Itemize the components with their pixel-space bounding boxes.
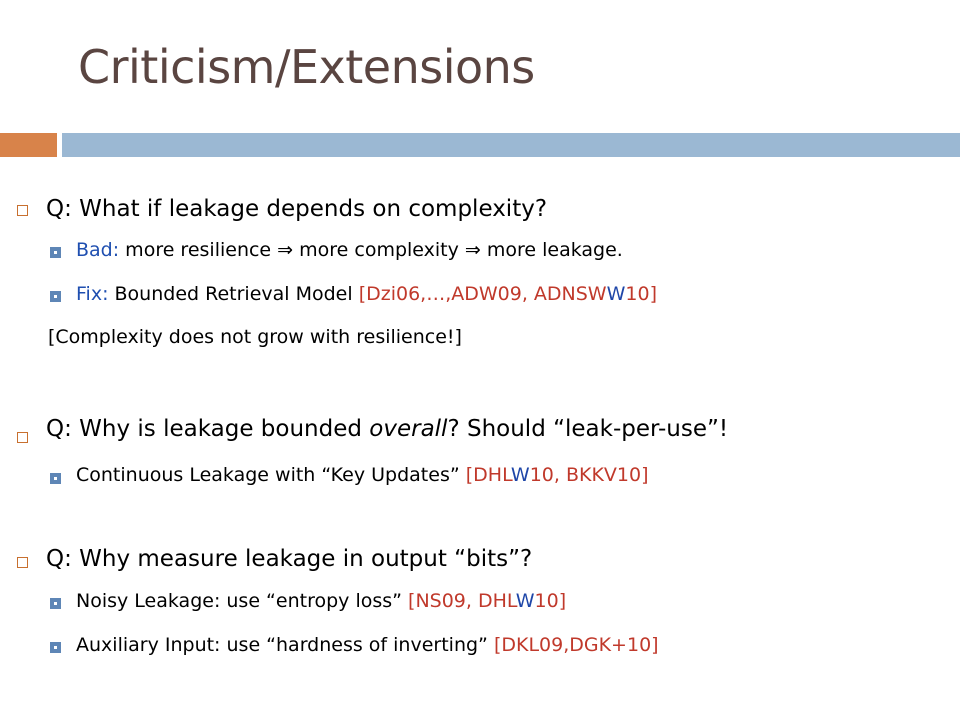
question-1: Q: What if leakage depends on complexity?	[46, 196, 548, 222]
header-bar	[62, 133, 960, 157]
question-3: Q: Why measure leakage in output “bits”?	[46, 546, 533, 572]
q3-sub1-text: Noisy Leakage: use “entropy loss”	[76, 590, 409, 612]
q3-sub2-text: Auxiliary Input: use “hardness of inverting”	[76, 634, 494, 656]
fix-reference-w: W	[606, 283, 626, 305]
accent-bar	[0, 133, 57, 157]
filled-square-bullet-icon	[50, 291, 61, 302]
filled-square-bullet-icon	[50, 473, 61, 484]
bullet-square-icon	[17, 557, 28, 568]
q3-sub1-reference-w: W	[515, 590, 535, 612]
q1-bad-line	[76, 239, 623, 261]
filled-square-bullet-icon	[50, 642, 61, 653]
q3-sub2-reference: [DKL09,DGK+10]	[493, 634, 659, 656]
filled-square-bullet-icon	[50, 247, 61, 258]
q2-reference-end: 10, BKKV10]	[529, 464, 649, 486]
q1-note: [Complexity does not grow with resilience!]	[48, 326, 462, 348]
filled-square-bullet-icon	[50, 598, 61, 609]
q2-text-b: ? Should “leak-per-use”!	[447, 416, 729, 442]
q2-reference: [DHL	[465, 464, 511, 486]
q1-fix-line	[76, 283, 657, 305]
bullet-square-icon	[17, 205, 28, 216]
bad-text: more resilience ⇒ more complexity ⇒ more leakage.	[119, 239, 623, 261]
bad-label: Bad:	[76, 239, 120, 261]
fix-reference-end: 10]	[625, 283, 657, 305]
fix-text: Bounded Retrieval Model	[108, 283, 359, 305]
slide-title: Criticism/Extensions	[78, 40, 535, 94]
q2-text-a: Q: Why is leakage bounded	[46, 416, 370, 442]
q3-sub1-reference: [NS09, DHL	[408, 590, 516, 612]
q2-sub-line	[76, 464, 649, 486]
q2-reference-w: W	[510, 464, 530, 486]
fix-reference: [Dzi06,…,ADW09, ADNSW	[358, 283, 607, 305]
q3-sub2-line	[76, 634, 659, 656]
q3-sub1-reference-end: 10]	[534, 590, 567, 612]
bullet-square-icon	[17, 432, 28, 443]
q2-sub-text: Continuous Leakage with “Key Updates”	[76, 464, 466, 486]
question-2	[46, 416, 728, 442]
q2-text-italic: overall	[369, 416, 448, 442]
q3-sub1-line	[76, 590, 566, 612]
fix-label: Fix:	[76, 283, 109, 305]
